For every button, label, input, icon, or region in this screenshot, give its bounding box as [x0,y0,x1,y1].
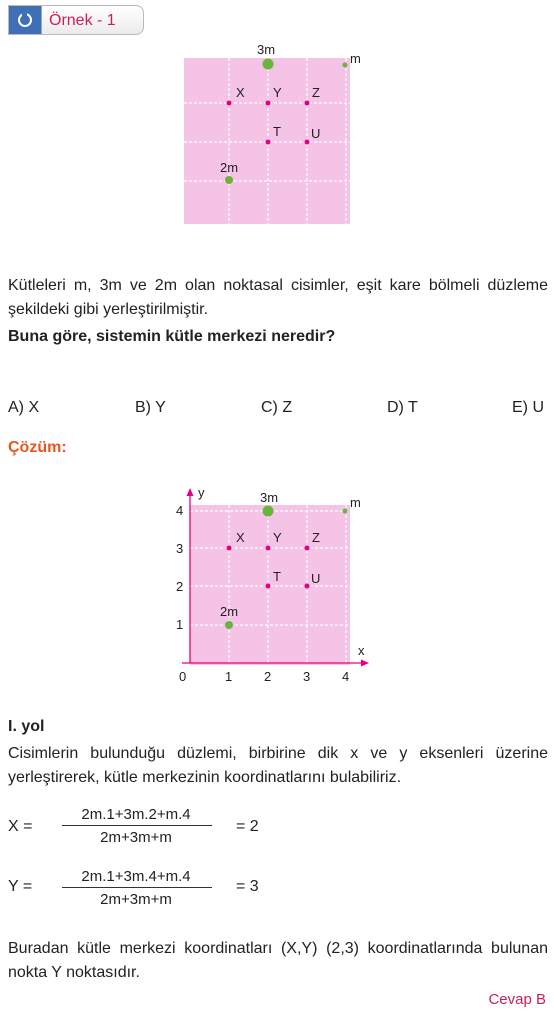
label-x: X [236,85,245,100]
option-b[interactable]: B) Y [135,399,166,416]
label-m: m [350,51,361,66]
question-text: Kütleleri m, 3m ve 2m olan noktasal cisimler, eşit kare bölmeli düzleme şekildeki gibi yerleştirilmiştir. [8,277,548,318]
point-t-dot [266,584,271,589]
method-title: I. yol [8,718,45,735]
label-m: m [350,495,361,510]
equation-y-result: = 3 [236,878,259,895]
y-tick-label: 4 [176,503,184,518]
y-tick-label: 3 [176,541,184,556]
answer-label: Cevap B [488,991,546,1008]
point-t-dot [266,140,271,145]
mass-2m-dot [225,621,233,629]
label-x: X [236,530,245,545]
label-3m: 3m [260,490,279,505]
label-z: Z [312,85,320,100]
y-tick-label: 2 [176,579,184,594]
equation-x-lhs: X = [8,818,33,835]
option-c[interactable]: C) Z [261,399,293,416]
mass-m-dot [343,509,348,514]
equation-y-numerator: 2m.1+3m.4+m.4 [81,868,191,885]
option-a[interactable]: A) X [8,399,40,416]
label-3m: 3m [257,42,276,57]
x-tick-label: 2 [264,669,272,684]
label-y: Y [273,85,282,100]
label-u: U [311,571,321,586]
solution-title: Çözüm: [8,439,67,456]
figure-1-grid [0,0,554,240]
x-tick-label: 0 [179,669,187,684]
label-y: Y [273,530,282,545]
point-x-dot [227,546,232,551]
mass-3m-dot [263,506,274,517]
label-axis-y: y [198,485,205,500]
x-axis-arrow [361,660,369,667]
equation-y-denominator: 2m+3m+m [100,891,172,908]
label-t: T [273,569,281,584]
method-text: Cisimlerin bulunduğu düzlemi, birbirine dik x ve y eksenleri üzerine yerleştirerek, kütle merkezinin koordinatlarını bulabiliriz. [8,745,548,786]
label-2m: 2m [220,604,239,619]
y-tick-label: 1 [176,617,184,632]
example-title: Örnek - 1 [49,12,116,29]
y-axis-arrow [187,488,194,496]
equation-x-result: = 2 [236,818,259,835]
point-u-dot [305,584,310,589]
point-x-dot [227,101,232,106]
x-tick-label: 4 [342,669,350,684]
point-y-dot [266,546,271,551]
equation-y-fraction-bar [62,887,212,888]
x-tick-label: 3 [303,669,311,684]
question-prompt: Buna göre, sistemin kütle merkezi neredir? [8,328,336,345]
label-u: U [311,126,321,141]
label-z: Z [312,530,320,545]
label-axis-x: x [358,643,365,658]
figure-2-grid [0,480,554,690]
equation-x-fraction-bar [62,825,212,826]
label-2m: 2m [220,160,239,175]
label-t: T [273,124,281,139]
conclusion-text: Buradan kütle merkezi koordinatları (X,Y) (2,3) koordinatlarında bulunan nokta Y noktasıdır. [8,940,548,981]
option-d[interactable]: D) T [387,399,418,416]
point-z-dot [305,546,310,551]
mass-3m-dot [263,59,274,70]
mass-2m-dot [225,176,233,184]
mass-m-dot [343,63,348,68]
point-y-dot [266,101,271,106]
x-tick-label: 1 [225,669,233,684]
equation-y-lhs: Y = [8,878,33,895]
point-u-dot [305,140,310,145]
option-e[interactable]: E) U [512,399,544,416]
point-z-dot [305,101,310,106]
equation-x-numerator: 2m.1+3m.2+m.4 [81,806,191,823]
equation-x-denominator: 2m+3m+m [100,829,172,846]
